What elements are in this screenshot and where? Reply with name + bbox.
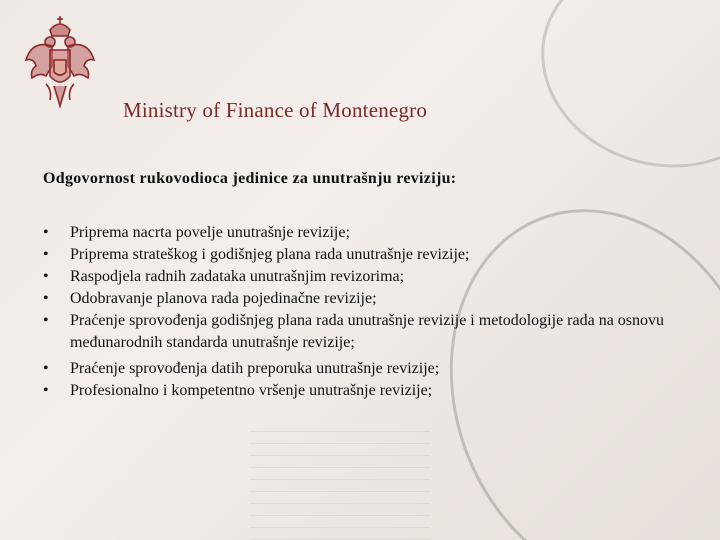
list-item: • Praćenje sprovođenja godišnjeg plana rada unutrašnje revizije i metodologije rada na osnovu međunarodnih standarda unutrašnje revizije; [43, 310, 693, 354]
list-item: • Praćenje sprovođenja datih preporuka unutrašnje revizije; [43, 358, 693, 380]
list-item: • Priprema strateškog i godišnjeg plana rada unutrašnje revizije; [43, 244, 693, 266]
list-item: • Priprema nacrta povelje unutrašnje revizije; [43, 222, 693, 244]
list-item: • Odobravanje planova rada pojedinačne revizije; [43, 288, 693, 310]
bullet-list [43, 222, 693, 402]
background-chart-decoration [250, 420, 430, 540]
slide-heading: Odgovornost rukovodioca jedinice za unutrašnju reviziju: [43, 170, 457, 187]
ministry-title: Ministry of Finance of Montenegro [123, 98, 428, 122]
eyeglasses-lens-decoration [518, 0, 720, 194]
list-item: • Profesionalno i kompetentno vršenje unutrašnje revizije; [43, 380, 693, 402]
list-item: • Raspodjela radnih zadataka unutrašnjim revizorima; [43, 266, 693, 288]
montenegro-coat-of-arms-icon [22, 10, 98, 118]
